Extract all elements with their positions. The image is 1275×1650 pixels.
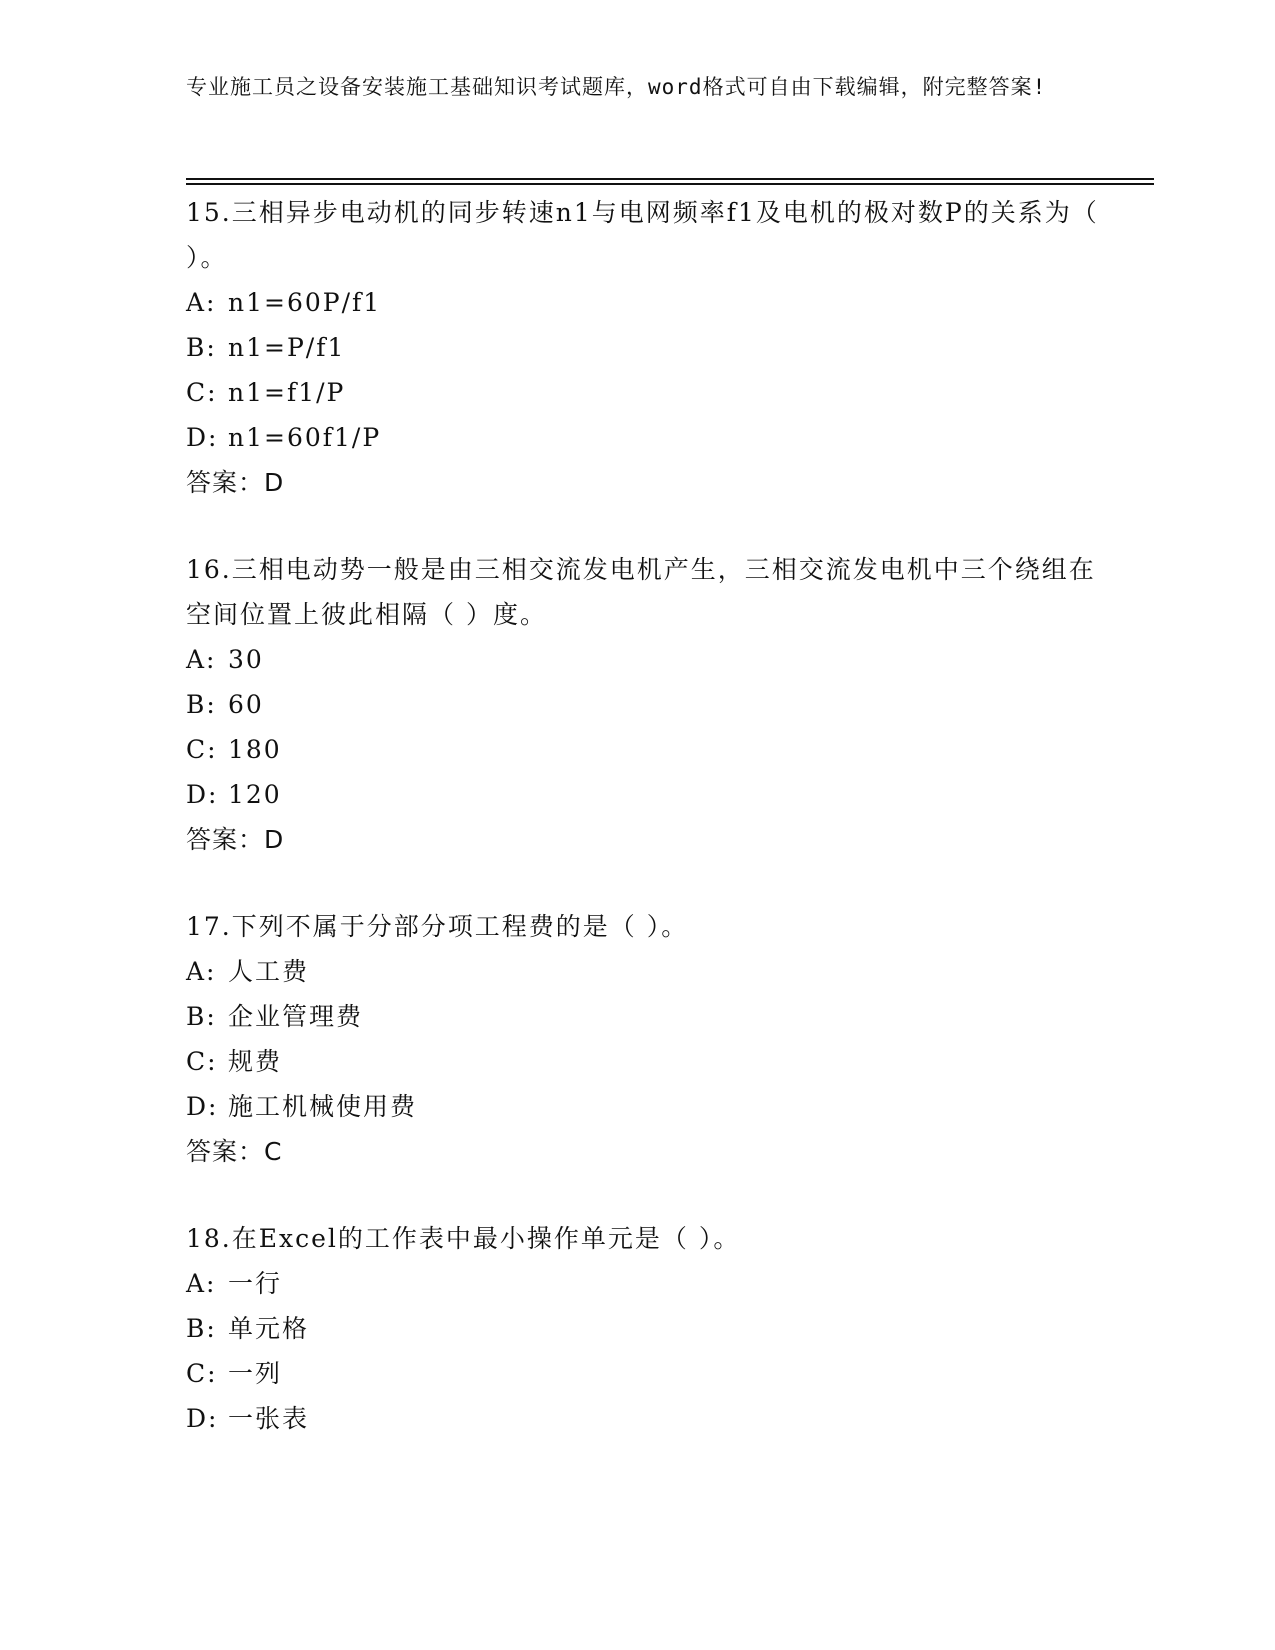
header-rule-bottom xyxy=(186,183,1154,185)
option-letter: C: xyxy=(186,378,218,407)
option-letter: C: xyxy=(186,735,218,764)
option-letter: D: xyxy=(186,1404,219,1433)
option-text: 一行 xyxy=(228,1269,283,1298)
option-text: n1=60f1/P xyxy=(228,423,382,452)
answer-line: 答案：D xyxy=(186,468,285,497)
option-letter: D: xyxy=(186,1092,219,1121)
header-rule-top xyxy=(186,178,1154,180)
option-text: 规费 xyxy=(228,1047,283,1076)
option-text: n1=f1/P xyxy=(228,378,346,407)
option-letter: C: xyxy=(186,1359,218,1388)
option-text: 施工机械使用费 xyxy=(228,1092,418,1121)
option-a xyxy=(186,949,1106,994)
option-c xyxy=(186,727,1106,772)
question-17 xyxy=(186,904,1106,1174)
option-text: 人工费 xyxy=(228,957,310,986)
question-18 xyxy=(186,1216,1106,1441)
question-stem: 18.在Excel的工作表中最小操作单元是（ ）。 xyxy=(186,1224,741,1253)
option-letter: D: xyxy=(186,423,219,452)
question-stem: 16.三相电动势一般是由三相交流发电机产生，三相交流发电机中三个绕组在空间位置上彼此相隔（ ）度。 xyxy=(186,555,1096,629)
option-text: 一列 xyxy=(228,1359,283,1388)
option-letter: D: xyxy=(186,780,219,809)
option-text: n1=60P/f1 xyxy=(228,288,382,317)
option-text: 单元格 xyxy=(228,1314,310,1343)
option-text: 180 xyxy=(228,735,282,764)
option-letter: B: xyxy=(186,333,217,362)
option-text: 一张表 xyxy=(228,1404,310,1433)
option-b xyxy=(186,994,1106,1039)
option-letter: A: xyxy=(186,1269,217,1298)
question-15 xyxy=(186,190,1106,505)
answer-line: 答案：C xyxy=(186,1137,283,1166)
option-d xyxy=(186,1084,1106,1129)
document-header: 专业施工员之设备安装施工基础知识考试题库，word格式可自由下载编辑，附完整答案! xyxy=(186,75,1047,99)
option-d xyxy=(186,1396,1106,1441)
option-b xyxy=(186,325,1106,370)
option-letter: A: xyxy=(186,957,217,986)
option-d xyxy=(186,772,1106,817)
option-text: 60 xyxy=(228,690,264,719)
option-b xyxy=(186,1306,1106,1351)
option-text: 120 xyxy=(228,780,282,809)
option-c xyxy=(186,1351,1106,1396)
option-letter: C: xyxy=(186,1047,218,1076)
question-stem: 17.下列不属于分部分项工程费的是（ ）。 xyxy=(186,912,689,941)
option-a xyxy=(186,280,1106,325)
option-letter: A: xyxy=(186,288,217,317)
option-c xyxy=(186,370,1106,415)
option-b xyxy=(186,682,1106,727)
question-list xyxy=(186,190,1106,1483)
option-text: 企业管理费 xyxy=(228,1002,364,1031)
option-a xyxy=(186,1261,1106,1306)
option-letter: B: xyxy=(186,1314,217,1343)
option-letter: B: xyxy=(186,1002,217,1031)
answer-line: 答案：D xyxy=(186,825,285,854)
option-letter: B: xyxy=(186,690,217,719)
option-text: n1=P/f1 xyxy=(228,333,346,362)
option-c xyxy=(186,1039,1106,1084)
question-stem: 15.三相异步电动机的同步转速n1与电网频率f1及电机的极对数P的关系为（ ）。 xyxy=(186,198,1099,272)
option-text: 30 xyxy=(228,645,264,674)
option-letter: A: xyxy=(186,645,217,674)
question-16 xyxy=(186,547,1106,862)
option-a xyxy=(186,637,1106,682)
option-d xyxy=(186,415,1106,460)
